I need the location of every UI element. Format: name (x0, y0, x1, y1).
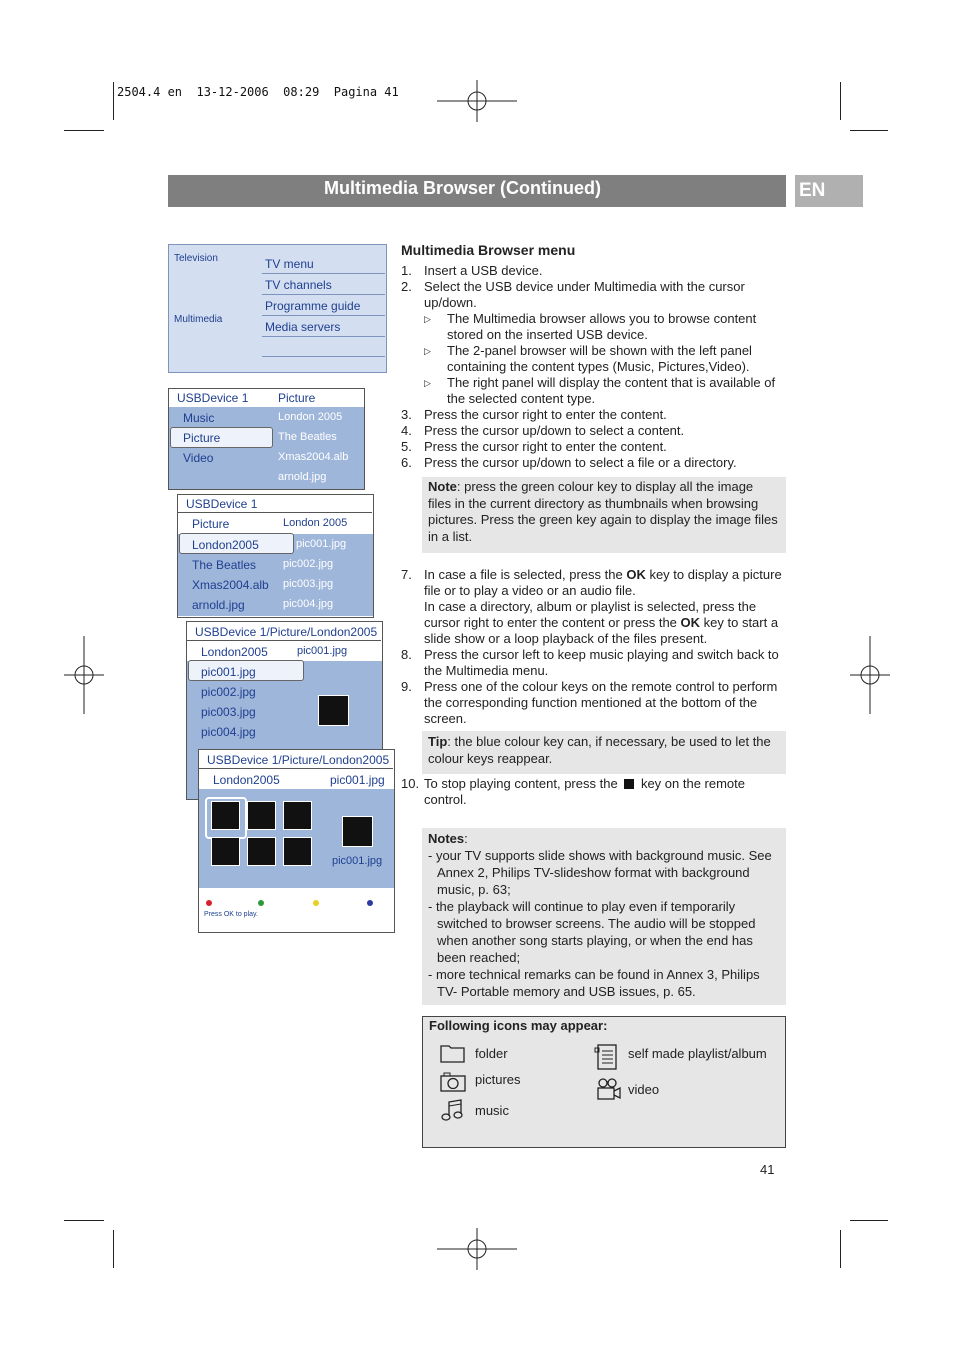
step-number: 4. (401, 423, 412, 438)
step-text: To stop playing content, press the (424, 776, 618, 791)
thumbnail[interactable] (283, 801, 312, 830)
notes-box: Notes: - your TV supports slide shows with background music. See Annex 2, Philips TV-slideshow format with background music, p. 63; - the playback will continue to play even if temporarily switched to browser screens. The audio will be stopped when another song starts playing, or when the end has been reached; - more technical remarks can be found in Annex 3, Philips TV- Portable memory and USB issues, p. 65. (422, 828, 786, 1005)
screen1-left-item[interactable]: Music (183, 411, 215, 425)
registration-mark (850, 636, 890, 714)
screen4-footer: Press OK to play. (204, 911, 258, 918)
playlist-icon (594, 1042, 620, 1072)
step-text: key to display a picture file or to play a video or an audio file. (424, 567, 782, 598)
crop-mark (113, 82, 114, 120)
ok-key-label: OK (680, 615, 701, 630)
screen2-right-item[interactable]: pic002.jpg (283, 558, 334, 570)
screen2-sub-left: Picture (192, 517, 230, 531)
tv-menu-item[interactable]: Programme guide (262, 295, 385, 316)
screen2-right-item[interactable]: pic001.jpg (296, 538, 347, 550)
note-text: : press the green colour key to display all the image files in the current directory as thumbnails when browsing pictures. Press the green key again to display the image files in a list. (428, 479, 778, 544)
screen2-left-item[interactable]: London2005 (192, 538, 259, 552)
screen3-header: USBDevice 1/Picture/London2005 (195, 625, 378, 639)
crop-mark (850, 1220, 888, 1221)
screen1-left-item[interactable]: Video (183, 451, 214, 465)
step-text: Press the cursor up/down to select a content. (424, 423, 685, 438)
icon-label: self made playlist/album (628, 1046, 767, 1061)
screen2-sub-right: London 2005 (283, 517, 348, 529)
step-text: Press the cursor left to keep music playing and switch back to the Multimedia menu. (424, 647, 779, 678)
thumbnail[interactable] (211, 801, 240, 830)
step-10 (401, 776, 786, 808)
camera-icon (439, 1071, 467, 1093)
steps-list-c (401, 647, 786, 727)
screen1-left-item[interactable]: Picture (183, 431, 221, 445)
screen3-item[interactable]: pic002.jpg (201, 685, 256, 699)
red-key-icon[interactable] (206, 900, 212, 906)
step-text: Press the cursor right to enter the content. (424, 407, 667, 422)
screen1-header-right: Picture (278, 391, 316, 405)
step-number: 5. (401, 439, 412, 454)
icon-label: video (628, 1082, 660, 1097)
music-note-icon (439, 1098, 467, 1124)
notes-item: - more technical remarks can be found in Annex 3, Philips TV- Portable memory and USB issues, p. 65. (428, 967, 760, 999)
tv-menu-item[interactable]: TV channels (262, 274, 385, 295)
step-number: 8. (401, 647, 412, 662)
screen2-right-item[interactable]: pic004.jpg (283, 598, 334, 610)
bullet-icon: ▷ (424, 378, 431, 388)
folder-icon (439, 1042, 467, 1064)
screen3-preview-thumbnail (318, 695, 349, 726)
registration-mark (64, 636, 104, 714)
stop-key-icon (624, 779, 634, 789)
step-text: Press one of the colour keys on the remote control to perform the corresponding function mentioned at the bottom of the screen. (424, 679, 778, 726)
screen4-header: USBDevice 1/Picture/London2005 (207, 753, 390, 767)
thumbnail[interactable] (283, 837, 312, 866)
screen2-left-item[interactable]: Xmas2004.alb (192, 578, 269, 592)
step-text: Select the USB device under Multimedia with the cursor up/down. (424, 279, 745, 310)
crop-mark (840, 82, 841, 120)
green-key-icon[interactable] (258, 900, 264, 906)
screen1-right-item[interactable]: London 2005 (278, 411, 343, 423)
screen2-right-item[interactable]: pic003.jpg (283, 578, 334, 590)
screen4-sub-right: pic001.jpg (330, 773, 385, 787)
step-number: 7. (401, 567, 412, 582)
icon-label: folder (475, 1046, 508, 1061)
icon-label: music (475, 1103, 509, 1118)
icons-box-heading: Following icons may appear: (429, 1018, 608, 1033)
ok-key-label: OK (626, 567, 646, 582)
screen3-item[interactable]: pic001.jpg (201, 665, 256, 679)
tip-box (422, 731, 786, 774)
bullet-text: The Multimedia browser allows you to browse content stored on the inserted USB device. (447, 311, 757, 342)
step-number: 1. (401, 263, 412, 278)
tip-text: : the blue colour key can, if necessary, be used to let the colour keys reappear. (428, 734, 771, 766)
icon-label: pictures (475, 1072, 521, 1087)
tv-menu-label-television: Television (174, 253, 218, 264)
step-number: 9. (401, 679, 412, 694)
note-label: Note (428, 479, 457, 494)
screen1-header-left: USBDevice 1 (177, 391, 249, 405)
tv-menu-label-multimedia: Multimedia (174, 314, 223, 325)
bullet-text: The 2-panel browser will be shown with the left panel containing the content types (Music, Pictures,Video). (447, 343, 752, 374)
crop-mark (113, 1230, 114, 1268)
notes-label: Notes (428, 831, 465, 846)
section-heading: Multimedia Browser menu (401, 242, 576, 258)
step-number: 6. (401, 455, 412, 470)
language-tab: EN (795, 175, 863, 207)
screen4-preview-caption: pic001.jpg (332, 855, 383, 867)
screen4-preview-thumbnail (342, 816, 373, 847)
screen1-right-item[interactable]: The Beatles (278, 431, 337, 443)
registration-mark (437, 80, 517, 122)
step-text: key to start a slide show or a loop playback of the files present. (424, 615, 779, 646)
thumbnail[interactable] (211, 837, 240, 866)
tv-menu-item[interactable]: Media servers (262, 316, 385, 337)
crop-mark (64, 1220, 104, 1221)
crop-mark (64, 130, 104, 131)
screen1-right-item[interactable]: arnold.jpg (278, 471, 327, 483)
step-text: Insert a USB device. (424, 263, 543, 278)
step-number: 3. (401, 407, 412, 422)
screen3-sub-right: pic001.jpg (297, 645, 348, 657)
tv-menu-list (262, 253, 385, 357)
notes-item: - the playback will continue to play even if temporarily switched to browser screens. The audio will be stopped when another song starts playing, or when the end has been reached; (428, 899, 756, 965)
crop-mark (850, 130, 888, 131)
bullet-icon: ▷ (424, 346, 431, 356)
print-header: 2504.4 en 13-12-2006 08:29 Pagina 41 (117, 85, 399, 99)
step-text: In case a directory, album or playlist is selected, press the cursor right to enter the content or press the (424, 599, 757, 630)
screen2-header: USBDevice 1 (186, 497, 258, 511)
tv-menu-item[interactable]: TV menu (262, 253, 385, 274)
thumbnail[interactable] (247, 801, 276, 830)
step-text: Press the cursor right to enter the content. (424, 439, 667, 454)
page-title: Multimedia Browser (Continued) (324, 178, 602, 198)
video-camera-icon (594, 1077, 622, 1103)
blue-key-icon[interactable] (367, 900, 373, 906)
registration-mark (437, 1228, 517, 1270)
step-number: 2. (401, 279, 412, 294)
step-number: 10. (401, 776, 420, 791)
bullet-icon: ▷ (424, 314, 431, 324)
step-text: Press the cursor up/down to select a file or a directory. (424, 455, 737, 470)
screen2-left-item[interactable]: arnold.jpg (192, 598, 245, 612)
screen3-item[interactable]: pic003.jpg (201, 705, 256, 719)
crop-mark (840, 1230, 841, 1268)
note-box (422, 477, 786, 553)
tip-label: Tip (428, 734, 448, 749)
screen1-right-item[interactable]: Xmas2004.alb (278, 451, 349, 463)
yellow-key-icon[interactable] (313, 900, 319, 906)
steps-list-a (401, 263, 786, 471)
step-text: In case a file is selected, press the (424, 567, 627, 582)
screen2-left-item[interactable]: The Beatles (192, 558, 257, 572)
step-7 (401, 567, 786, 647)
page-number: 41 (760, 1162, 775, 1177)
notes-item: - your TV supports slide shows with background music. See Annex 2, Philips TV-slideshow format with background music, p. 63; (428, 848, 772, 897)
bullet-text: The right panel will display the content that is available of the selected content type. (447, 375, 776, 406)
thumbnail[interactable] (247, 837, 276, 866)
step-text: key on the remote control. (424, 776, 745, 807)
screen4-sub-left: London2005 (213, 773, 280, 787)
screen3-sub-left: London2005 (201, 645, 268, 659)
screen3-item[interactable]: pic004.jpg (201, 725, 256, 739)
